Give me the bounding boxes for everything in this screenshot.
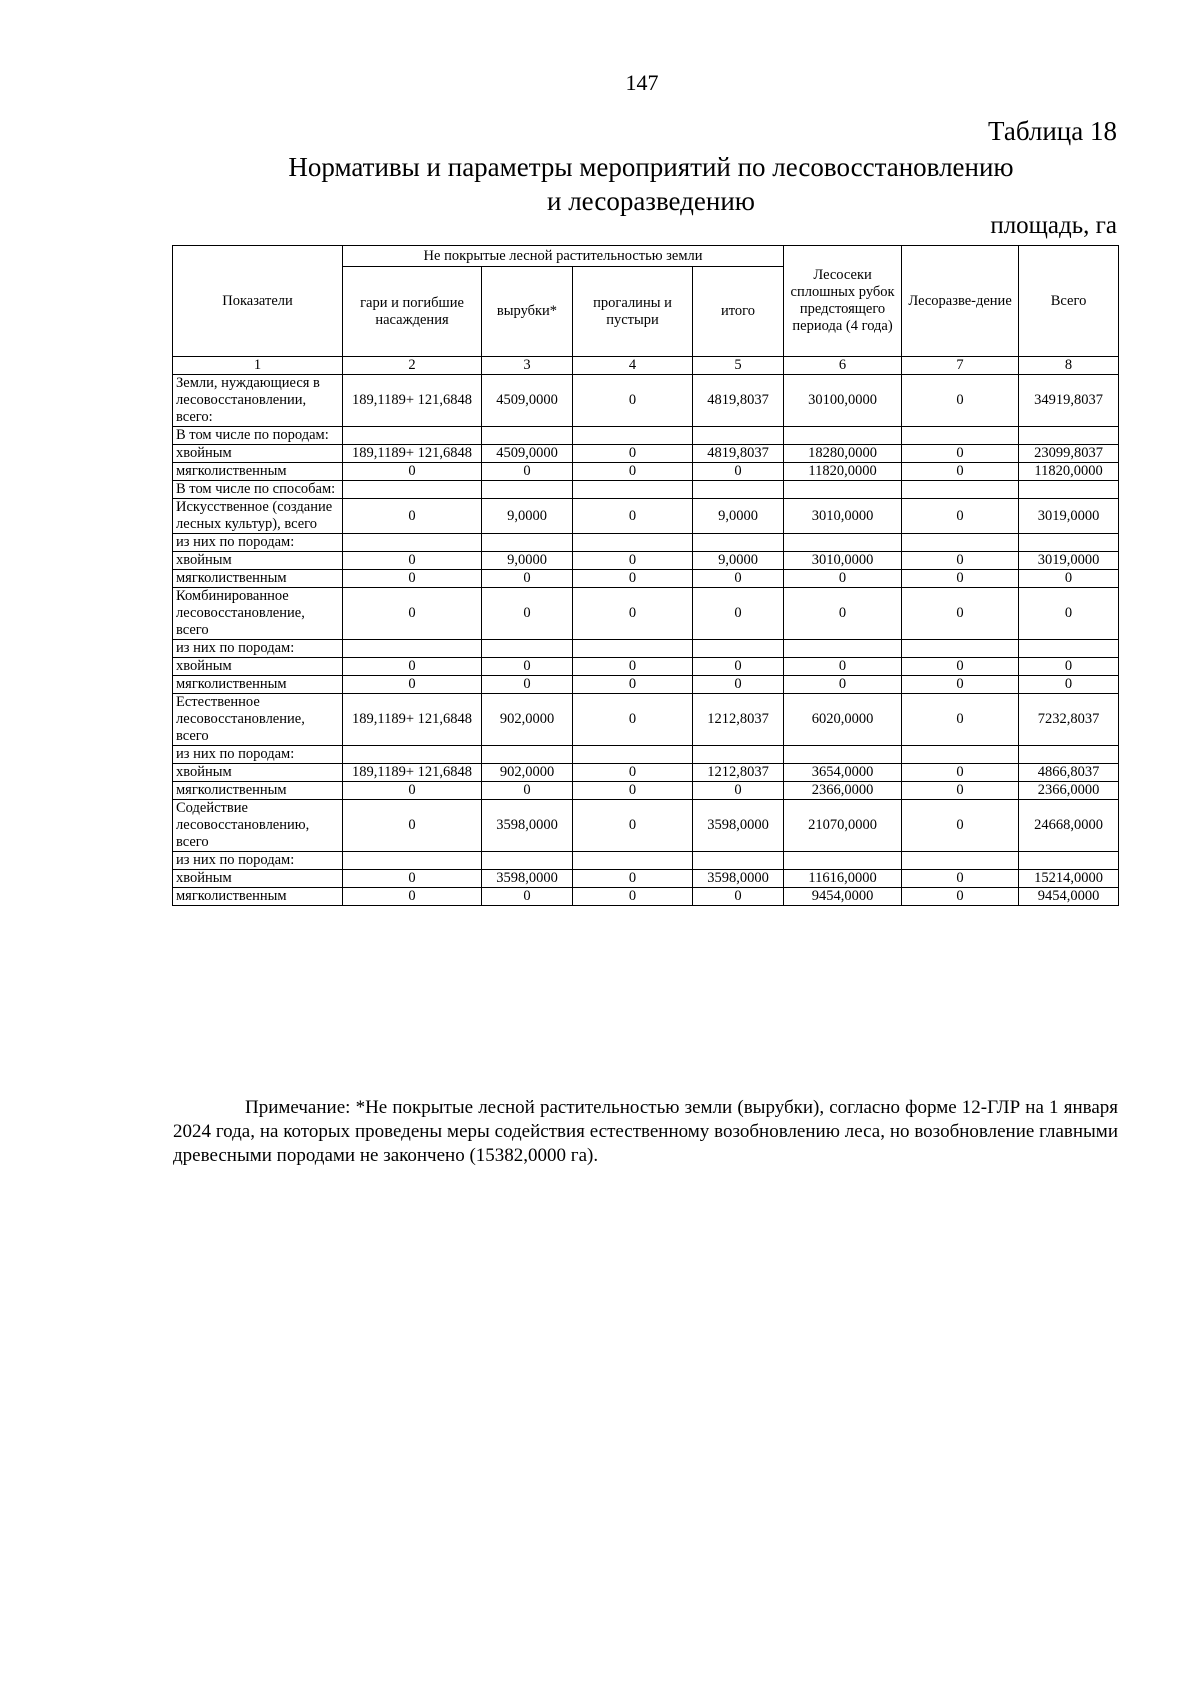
table-cell: 0 — [573, 570, 693, 588]
table-cell: 0 — [902, 694, 1019, 746]
table-cell: 2366,0000 — [784, 782, 902, 800]
document-title — [0, 150, 1200, 218]
table-row — [173, 570, 1119, 588]
table-cell: 4819,8037 — [693, 375, 784, 427]
row-label: мягколиственным — [173, 888, 343, 906]
table-cell: 0 — [784, 570, 902, 588]
table-cell: 0 — [482, 782, 573, 800]
row-label: Естественное лесовосстановление, всего — [173, 694, 343, 746]
table-cell: 0 — [343, 782, 482, 800]
table-cell: 0 — [693, 782, 784, 800]
column-number: 5 — [693, 357, 784, 375]
table-cell: 0 — [902, 499, 1019, 534]
table-cell: 0 — [784, 588, 902, 640]
table-cell: 0 — [343, 658, 482, 676]
table-row — [173, 888, 1119, 906]
table-cell: 23099,8037 — [1019, 445, 1119, 463]
table-cell: 0 — [573, 782, 693, 800]
table-cell — [784, 427, 902, 445]
header-glades: прогалины и пустыри — [573, 267, 693, 357]
table-cell: 0 — [343, 588, 482, 640]
table-cell — [573, 746, 693, 764]
row-label: Искусственное (создание лесных культур), всего — [173, 499, 343, 534]
table-cell — [1019, 852, 1119, 870]
table-cell: 0 — [573, 676, 693, 694]
footnote-text: Примечание: *Не покрытые лесной растительностью земли (вырубки), согласно форме 12-ГЛР на 1 января 2024 года, на которых проведены меры содействия естественному возобновлению леса, но возобновление главными древесными породами не закончено (15382,0000 га). — [173, 1097, 1118, 1166]
column-number: 8 — [1019, 357, 1119, 375]
table-cell: 0 — [693, 570, 784, 588]
table-cell: 0 — [482, 658, 573, 676]
column-number: 1 — [173, 357, 343, 375]
table-cell: 0 — [573, 463, 693, 481]
table-cell: 9,0000 — [482, 552, 573, 570]
table-cell: 0 — [573, 800, 693, 852]
table-cell: 0 — [343, 870, 482, 888]
table-cell — [693, 481, 784, 499]
row-label: мягколиственным — [173, 570, 343, 588]
row-label: из них по породам: — [173, 852, 343, 870]
column-numbers-row — [173, 357, 1119, 375]
table-cell: 3598,0000 — [693, 800, 784, 852]
row-label: хвойным — [173, 552, 343, 570]
table-row — [173, 481, 1119, 499]
table-cell: 34919,8037 — [1019, 375, 1119, 427]
table-row — [173, 640, 1119, 658]
table-cell: 7232,8037 — [1019, 694, 1119, 746]
table-cell: 30100,0000 — [784, 375, 902, 427]
row-label: из них по породам: — [173, 534, 343, 552]
table-cell: 0 — [693, 588, 784, 640]
units-label: площадь, га — [990, 212, 1117, 239]
table-cell: 3019,0000 — [1019, 499, 1119, 534]
table-cell: 0 — [902, 676, 1019, 694]
column-number: 3 — [482, 357, 573, 375]
table-cell — [1019, 481, 1119, 499]
table-cell: 0 — [902, 658, 1019, 676]
header-clearcut-areas: Лесосеки сплошных рубок предстоящего периода (4 года) — [784, 246, 902, 357]
table-cell: 0 — [482, 588, 573, 640]
table-cell — [693, 852, 784, 870]
header-burnt-stands: гари и погибшие насаждения — [343, 267, 482, 357]
table-cell: 11820,0000 — [1019, 463, 1119, 481]
table-cell: 0 — [573, 764, 693, 782]
table-cell: 0 — [784, 658, 902, 676]
header-total: Всего — [1019, 246, 1119, 357]
table-cell: 4509,0000 — [482, 445, 573, 463]
table-cell: 902,0000 — [482, 764, 573, 782]
table-cell: 0 — [573, 552, 693, 570]
table-cell: 0 — [573, 870, 693, 888]
table-cell: 0 — [1019, 658, 1119, 676]
table-cell — [343, 746, 482, 764]
header-indicators: Показатели — [173, 246, 343, 357]
table-cell: 189,1189+ 121,6848 — [343, 375, 482, 427]
table-cell: 3019,0000 — [1019, 552, 1119, 570]
table-cell: 0 — [1019, 676, 1119, 694]
table-cell: 189,1189+ 121,6848 — [343, 445, 482, 463]
table-cell — [573, 534, 693, 552]
table-cell: 0 — [693, 463, 784, 481]
table-cell: 1212,8037 — [693, 764, 784, 782]
header-afforestation: Лесоразве-дение — [902, 246, 1019, 357]
table-cell: 0 — [902, 445, 1019, 463]
table-cell: 0 — [343, 888, 482, 906]
table-cell: 11820,0000 — [784, 463, 902, 481]
table-cell: 0 — [1019, 588, 1119, 640]
table-cell: 0 — [343, 676, 482, 694]
table-row — [173, 552, 1119, 570]
row-label: из них по породам: — [173, 640, 343, 658]
table-row — [173, 764, 1119, 782]
table-cell — [902, 746, 1019, 764]
table-cell — [1019, 640, 1119, 658]
table-cell — [1019, 746, 1119, 764]
table-cell: 0 — [482, 888, 573, 906]
table-row — [173, 694, 1119, 746]
table-cell: 189,1189+ 121,6848 — [343, 694, 482, 746]
table-cell: 0 — [902, 463, 1019, 481]
table-cell — [573, 427, 693, 445]
table-cell — [693, 534, 784, 552]
table-cell: 9454,0000 — [784, 888, 902, 906]
column-number: 6 — [784, 357, 902, 375]
table-cell: 11616,0000 — [784, 870, 902, 888]
table-cell: 3010,0000 — [784, 499, 902, 534]
table-cell: 189,1189+ 121,6848 — [343, 764, 482, 782]
table-label: Таблица 18 — [988, 116, 1117, 146]
row-label: В том числе по породам: — [173, 427, 343, 445]
table-row — [173, 658, 1119, 676]
table-cell: 3654,0000 — [784, 764, 902, 782]
table-row — [173, 676, 1119, 694]
row-label: хвойным — [173, 445, 343, 463]
table-row — [173, 534, 1119, 552]
table-cell — [482, 852, 573, 870]
table-cell: 9,0000 — [693, 499, 784, 534]
table-cell: 0 — [902, 888, 1019, 906]
table-cell: 3010,0000 — [784, 552, 902, 570]
row-label: Содействие лесовосстановлению, всего — [173, 800, 343, 852]
table-cell — [902, 534, 1019, 552]
row-label: Комбинированное лесовосстановление, всего — [173, 588, 343, 640]
table-cell: 21070,0000 — [784, 800, 902, 852]
table-cell: 0 — [482, 463, 573, 481]
title-line-2: и лесоразведению — [547, 186, 755, 216]
row-label: В том числе по способам: — [173, 481, 343, 499]
table-cell — [784, 481, 902, 499]
header-cuttings: вырубки* — [482, 267, 573, 357]
measures-table — [172, 245, 1119, 906]
table-cell: 0 — [573, 445, 693, 463]
header-subtotal: итого — [693, 267, 784, 357]
table-body — [173, 357, 1119, 906]
table-cell — [573, 640, 693, 658]
table-row — [173, 588, 1119, 640]
table-cell: 3598,0000 — [482, 870, 573, 888]
column-number: 4 — [573, 357, 693, 375]
table-cell — [902, 640, 1019, 658]
table-cell: 0 — [573, 588, 693, 640]
table-cell: 0 — [482, 570, 573, 588]
table-cell: 2366,0000 — [1019, 782, 1119, 800]
table-cell — [343, 427, 482, 445]
table-cell: 0 — [343, 800, 482, 852]
table-cell — [693, 427, 784, 445]
table-cell — [902, 481, 1019, 499]
table-row — [173, 463, 1119, 481]
table-cell — [902, 852, 1019, 870]
table-cell: 0 — [902, 870, 1019, 888]
table-cell: 6020,0000 — [784, 694, 902, 746]
table-cell: 0 — [902, 570, 1019, 588]
table-cell: 0 — [1019, 570, 1119, 588]
table-row — [173, 427, 1119, 445]
table-cell: 0 — [573, 694, 693, 746]
table-row — [173, 800, 1119, 852]
table-row — [173, 375, 1119, 427]
table-cell: 0 — [902, 375, 1019, 427]
row-label: мягколиственным — [173, 463, 343, 481]
table-cell: 9,0000 — [693, 552, 784, 570]
table-cell — [784, 852, 902, 870]
table-cell — [482, 640, 573, 658]
row-label: хвойным — [173, 658, 343, 676]
column-number: 2 — [343, 357, 482, 375]
table-cell — [784, 746, 902, 764]
table-cell: 0 — [482, 676, 573, 694]
table-cell: 4866,8037 — [1019, 764, 1119, 782]
table-cell: 0 — [343, 552, 482, 570]
row-label: мягколиственным — [173, 782, 343, 800]
table-row — [173, 870, 1119, 888]
row-label: из них по породам: — [173, 746, 343, 764]
table-cell: 3598,0000 — [693, 870, 784, 888]
table-cell: 3598,0000 — [482, 800, 573, 852]
table-cell: 0 — [573, 375, 693, 427]
table-cell: 0 — [573, 888, 693, 906]
table-cell — [573, 481, 693, 499]
header-uncovered-lands: Не покрытые лесной растительностью земли — [343, 246, 784, 267]
title-line-1: Нормативы и параметры мероприятий по лесовосстановлению — [288, 152, 1014, 182]
table-cell: 0 — [343, 499, 482, 534]
table-cell: 0 — [693, 676, 784, 694]
table-cell: 0 — [343, 463, 482, 481]
table-cell: 9,0000 — [482, 499, 573, 534]
row-label: Земли, нуждающиеся в лесовосстановлении, всего: — [173, 375, 343, 427]
table-row — [173, 852, 1119, 870]
row-label: мягколиственным — [173, 676, 343, 694]
table-cell: 24668,0000 — [1019, 800, 1119, 852]
table-cell — [1019, 427, 1119, 445]
table-cell: 18280,0000 — [784, 445, 902, 463]
table-cell: 4819,8037 — [693, 445, 784, 463]
table-cell: 0 — [693, 888, 784, 906]
table-cell — [573, 852, 693, 870]
row-label: хвойным — [173, 870, 343, 888]
table-cell: 15214,0000 — [1019, 870, 1119, 888]
table-cell — [482, 481, 573, 499]
table-cell: 0 — [693, 658, 784, 676]
table-row — [173, 445, 1119, 463]
row-label: хвойным — [173, 764, 343, 782]
table-cell: 1212,8037 — [693, 694, 784, 746]
table-cell — [693, 746, 784, 764]
table-cell — [343, 481, 482, 499]
table-row — [173, 782, 1119, 800]
table-cell: 0 — [902, 552, 1019, 570]
table-cell — [693, 640, 784, 658]
table-row — [173, 746, 1119, 764]
table-cell: 0 — [784, 676, 902, 694]
table-cell: 902,0000 — [482, 694, 573, 746]
table-cell — [902, 427, 1019, 445]
column-number: 7 — [902, 357, 1019, 375]
table-cell: 4509,0000 — [482, 375, 573, 427]
page-number: 147 — [625, 70, 659, 95]
table-cell: 0 — [343, 570, 482, 588]
table-cell: 0 — [902, 800, 1019, 852]
table-cell — [343, 534, 482, 552]
table-cell — [784, 640, 902, 658]
table-cell — [482, 427, 573, 445]
footnote — [173, 1096, 1118, 1168]
table-cell: 0 — [902, 764, 1019, 782]
table-cell — [482, 746, 573, 764]
table-row — [173, 499, 1119, 534]
table-cell — [784, 534, 902, 552]
table-cell — [482, 534, 573, 552]
table-cell — [1019, 534, 1119, 552]
table-cell — [343, 852, 482, 870]
table-cell: 0 — [573, 658, 693, 676]
table-cell: 0 — [902, 782, 1019, 800]
table-cell: 0 — [573, 499, 693, 534]
table-cell: 9454,0000 — [1019, 888, 1119, 906]
table-cell — [343, 640, 482, 658]
table-cell: 0 — [902, 588, 1019, 640]
